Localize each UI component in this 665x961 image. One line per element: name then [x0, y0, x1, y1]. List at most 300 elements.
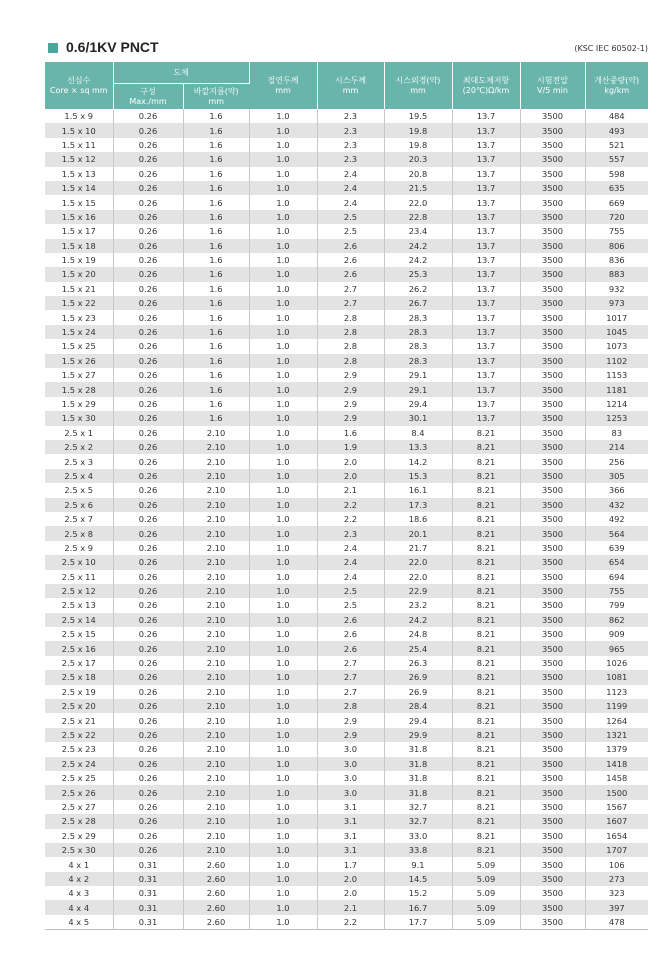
cell-weight: 932 — [608, 283, 625, 294]
cell-outer-dia: 2.60 — [183, 900, 249, 914]
cell-weight: 1214 — [606, 399, 628, 409]
cell-insulation: 1.0 — [249, 843, 317, 857]
table-row — [45, 426, 648, 440]
cell-insulation: 1.0 — [249, 915, 317, 930]
cell-resistance: 8.21 — [452, 498, 520, 512]
table-row — [45, 483, 648, 497]
cell-composition: 0.26 — [113, 584, 183, 598]
cell-insulation: 1.0 — [249, 253, 317, 267]
cell-cores: 2.5 x 16 — [45, 641, 113, 655]
cell-resistance: 8.21 — [452, 598, 520, 612]
cell-composition: 0.26 — [113, 397, 183, 411]
cell-composition: 0.26 — [113, 814, 183, 828]
cell-sheath-od: 19.5 — [384, 109, 452, 123]
cell-sheath: 2.4 — [317, 167, 384, 181]
cell-resistance: 8.21 — [452, 440, 520, 454]
cell-test-voltage: 3500 — [520, 829, 585, 843]
cell-sheath: 3.0 — [317, 785, 384, 799]
cell-outer-dia: 2.10 — [183, 498, 249, 512]
cell-sheath-od: 33.8 — [384, 843, 452, 857]
cell-composition: 0.26 — [113, 167, 183, 181]
cell-weight: 1321 — [585, 728, 648, 742]
table-row — [45, 627, 648, 641]
cell-weight: 883 — [585, 267, 648, 281]
cell-resistance: 13.7 — [452, 224, 520, 238]
cell-insulation: 1.0 — [249, 872, 317, 886]
cell-cores: 2.5 x 19 — [45, 685, 113, 699]
cell-test-voltage: 3500 — [520, 498, 585, 512]
cell-insulation: 1.0 — [249, 267, 317, 281]
cable-spec-table — [45, 62, 648, 930]
cell-test-voltage: 3500 — [520, 771, 585, 785]
cell-test-voltage: 3500 — [520, 728, 585, 742]
cell-test-voltage: 3500 — [520, 397, 585, 411]
cell-weight: 799 — [608, 600, 625, 611]
cell-insulation: 1.0 — [249, 656, 317, 670]
cell-test-voltage: 3500 — [520, 181, 585, 195]
table-row — [45, 167, 648, 181]
cell-resistance: 8.21 — [452, 469, 520, 483]
cell-outer-dia: 2.10 — [183, 641, 249, 655]
cell-cores: 2.5 x 24 — [45, 757, 113, 771]
cell-sheath-od: 29.4 — [384, 713, 452, 727]
cell-sheath: 2.1 — [317, 483, 384, 497]
cell-sheath-od: 9.1 — [384, 857, 452, 871]
table-row — [45, 584, 648, 598]
cell-resistance: 5.09 — [452, 857, 520, 871]
cell-sheath-od: 24.2 — [384, 253, 452, 267]
cell-sheath-od: 24.2 — [384, 239, 452, 253]
cell-weight: 635 — [585, 181, 648, 195]
cell-resistance: 13.7 — [452, 210, 520, 224]
table-row — [45, 742, 648, 756]
cell-resistance: 13.7 — [452, 368, 520, 382]
cell-outer-dia: 1.6 — [183, 339, 249, 353]
cell-insulation: 1.0 — [249, 181, 317, 195]
cell-test-voltage: 3500 — [520, 526, 585, 540]
cell-composition: 0.26 — [113, 239, 183, 253]
cell-outer-dia: 1.6 — [183, 411, 249, 425]
cell-insulation: 1.0 — [249, 598, 317, 612]
cell-sheath-od: 18.6 — [384, 512, 452, 526]
cell-insulation: 1.0 — [249, 742, 317, 756]
cell-sheath: 2.9 — [317, 397, 384, 411]
cell-cores: 2.5 x 29 — [45, 829, 113, 843]
cell-weight: 83 — [611, 427, 623, 438]
cell-cores: 1.5 x 29 — [45, 397, 113, 411]
cell-weight: 1181 — [585, 382, 648, 396]
cell-insulation: 1.0 — [249, 426, 317, 440]
page-title: 0.6/1KV PNCT — [66, 39, 159, 55]
table-row — [45, 339, 648, 353]
cell-cores: 2.5 x 21 — [45, 713, 113, 727]
cell-insulation: 1.0 — [249, 685, 317, 699]
cell-insulation: 1.0 — [249, 570, 317, 584]
cell-outer-dia: 1.6 — [183, 152, 249, 166]
cell-composition: 0.26 — [113, 411, 183, 425]
cell-sheath-od: 29.9 — [384, 728, 452, 742]
cell-sheath-od: 17.3 — [384, 498, 452, 512]
cell-outer-dia: 2.10 — [183, 584, 249, 598]
cell-insulation: 1.0 — [249, 627, 317, 641]
cell-weight: 1379 — [606, 744, 628, 755]
cell-cores: 1.5 x 14 — [45, 181, 113, 195]
cell-sheath: 2.0 — [317, 872, 384, 886]
table-row — [45, 915, 648, 930]
cell-composition: 0.26 — [113, 713, 183, 727]
cell-test-voltage: 3500 — [520, 339, 585, 353]
cell-sheath: 2.9 — [317, 368, 384, 382]
cell-resistance: 13.7 — [452, 109, 520, 123]
cell-sheath-od: 29.4 — [384, 397, 452, 411]
header-test-voltage: 시험전압 V/5 min — [520, 62, 585, 109]
cell-sheath-od: 15.2 — [384, 886, 452, 900]
cell-outer-dia: 1.6 — [183, 167, 249, 181]
cell-sheath: 2.6 — [317, 613, 384, 627]
cell-cores: 4 x 1 — [45, 857, 113, 871]
cell-cores: 1.5 x 12 — [45, 152, 113, 166]
cell-outer-dia: 2.10 — [183, 670, 249, 684]
cell-sheath: 2.4 — [317, 181, 384, 195]
cell-outer-dia: 2.10 — [183, 713, 249, 727]
cell-test-voltage: 3500 — [520, 584, 585, 598]
cell-cores: 1.5 x 17 — [45, 224, 113, 238]
cell-sheath-od: 16.7 — [384, 900, 452, 914]
cell-sheath: 2.8 — [317, 354, 384, 368]
cell-composition: 0.26 — [113, 800, 183, 814]
cell-sheath: 2.2 — [317, 512, 384, 526]
cell-cores: 1.5 x 15 — [45, 195, 113, 209]
cell-insulation: 1.0 — [249, 325, 317, 339]
cell-sheath-od: 23.4 — [384, 224, 452, 238]
cell-test-voltage: 3500 — [520, 598, 585, 612]
cell-resistance: 13.7 — [452, 282, 520, 296]
cell-resistance: 13.7 — [452, 325, 520, 339]
cell-sheath-od: 30.1 — [384, 411, 452, 425]
cell-outer-dia: 2.10 — [183, 440, 249, 454]
cell-cores: 2.5 x 14 — [45, 613, 113, 627]
cell-sheath: 3.1 — [317, 800, 384, 814]
cell-sheath: 3.0 — [317, 771, 384, 785]
cell-sheath-od: 22.0 — [384, 195, 452, 209]
cell-insulation: 1.0 — [249, 440, 317, 454]
cell-sheath: 2.6 — [317, 267, 384, 281]
cell-resistance: 8.21 — [452, 670, 520, 684]
cell-outer-dia: 2.10 — [183, 598, 249, 612]
cell-test-voltage: 3500 — [520, 757, 585, 771]
cell-sheath: 2.5 — [317, 224, 384, 238]
cell-test-voltage: 3500 — [520, 426, 585, 440]
cell-insulation: 1.0 — [249, 239, 317, 253]
cell-sheath-od: 24.2 — [384, 613, 452, 627]
cell-cores: 4 x 2 — [45, 872, 113, 886]
cell-sheath: 2.8 — [317, 325, 384, 339]
cell-resistance: 8.21 — [452, 699, 520, 713]
table-row — [45, 656, 648, 670]
cell-insulation: 1.0 — [249, 152, 317, 166]
table-row — [45, 368, 648, 382]
cell-sheath: 1.7 — [317, 857, 384, 871]
cell-sheath-od: 25.3 — [384, 267, 452, 281]
cell-test-voltage: 3500 — [520, 872, 585, 886]
cell-composition: 0.26 — [113, 728, 183, 742]
cell-resistance: 8.21 — [452, 570, 520, 584]
cell-weight: 432 — [585, 498, 648, 512]
cell-resistance: 8.21 — [452, 512, 520, 526]
table-row — [45, 195, 648, 209]
header-outer-dia: 바깥지름(약) mm — [183, 84, 249, 110]
cell-outer-dia: 2.10 — [183, 742, 249, 756]
cell-outer-dia: 1.6 — [183, 397, 249, 411]
cell-composition: 0.26 — [113, 670, 183, 684]
cell-sheath-od: 29.1 — [384, 368, 452, 382]
cell-composition: 0.26 — [113, 843, 183, 857]
cell-insulation: 1.0 — [249, 310, 317, 324]
cell-test-voltage: 3500 — [520, 900, 585, 914]
cell-test-voltage: 3500 — [520, 354, 585, 368]
cell-weight: 1567 — [606, 801, 628, 812]
cell-composition: 0.26 — [113, 483, 183, 497]
cell-insulation: 1.0 — [249, 728, 317, 742]
cell-resistance: 8.21 — [452, 454, 520, 468]
table-body — [45, 109, 648, 930]
cell-insulation: 1.0 — [249, 411, 317, 425]
cell-composition: 0.26 — [113, 498, 183, 512]
cell-sheath: 2.1 — [317, 900, 384, 914]
table-row — [45, 843, 648, 857]
cell-test-voltage: 3500 — [520, 699, 585, 713]
table-row — [45, 469, 648, 483]
cell-cores: 1.5 x 9 — [45, 109, 113, 123]
cell-insulation: 1.0 — [249, 339, 317, 353]
cell-cores: 2.5 x 17 — [45, 656, 113, 670]
cell-resistance: 8.21 — [452, 426, 520, 440]
cell-composition: 0.26 — [113, 152, 183, 166]
table-row — [45, 900, 648, 914]
cell-sheath: 3.1 — [317, 814, 384, 828]
cell-sheath: 1.9 — [317, 440, 384, 454]
cell-composition: 0.26 — [113, 829, 183, 843]
cell-weight: 1153 — [606, 370, 628, 381]
cell-composition: 0.26 — [113, 613, 183, 627]
cell-composition: 0.26 — [113, 541, 183, 555]
header-cores: 선심수 Core × sq mm — [45, 62, 113, 109]
table-row — [45, 785, 648, 799]
cell-outer-dia: 2.10 — [183, 771, 249, 785]
cell-weight: 1500 — [585, 785, 648, 799]
cell-composition: 0.26 — [113, 440, 183, 454]
cell-insulation: 1.0 — [249, 713, 317, 727]
cell-weight: 1123 — [606, 686, 628, 697]
cell-sheath-od: 28.3 — [384, 339, 452, 353]
cell-resistance: 13.7 — [452, 382, 520, 396]
cell-sheath: 2.2 — [317, 498, 384, 512]
cell-cores: 1.5 x 24 — [45, 325, 113, 339]
cell-test-voltage: 3500 — [520, 570, 585, 584]
cell-resistance: 8.21 — [452, 757, 520, 771]
cell-cores: 2.5 x 27 — [45, 800, 113, 814]
cell-composition: 0.26 — [113, 627, 183, 641]
cell-weight: 564 — [585, 526, 648, 540]
cell-outer-dia: 1.6 — [183, 109, 249, 123]
cell-resistance: 13.7 — [452, 181, 520, 195]
cell-test-voltage: 3500 — [520, 627, 585, 641]
cell-test-voltage: 3500 — [520, 109, 585, 123]
cell-test-voltage: 3500 — [520, 152, 585, 166]
cell-outer-dia: 1.6 — [183, 239, 249, 253]
cell-resistance: 8.21 — [452, 814, 520, 828]
cell-insulation: 1.0 — [249, 224, 317, 238]
cell-test-voltage: 3500 — [520, 915, 585, 930]
cell-sheath-od: 14.2 — [384, 454, 452, 468]
cell-outer-dia: 1.6 — [183, 310, 249, 324]
cell-weight: 1045 — [585, 325, 648, 339]
cell-weight: 598 — [608, 168, 625, 179]
table-row — [45, 440, 648, 454]
table-row — [45, 771, 648, 785]
cell-outer-dia: 1.6 — [183, 123, 249, 137]
table-row — [45, 570, 648, 584]
cell-outer-dia: 2.10 — [183, 426, 249, 440]
cell-composition: 0.26 — [113, 426, 183, 440]
cell-sheath-od: 21.7 — [384, 541, 452, 555]
cell-resistance: 13.7 — [452, 411, 520, 425]
title-bullet-icon — [48, 43, 58, 53]
cell-weight: 106 — [608, 859, 625, 870]
cell-test-voltage: 3500 — [520, 785, 585, 799]
cell-cores: 2.5 x 13 — [45, 598, 113, 612]
cell-composition: 0.26 — [113, 699, 183, 713]
cell-test-voltage: 3500 — [520, 224, 585, 238]
cell-weight: 639 — [608, 542, 625, 553]
cell-outer-dia: 1.6 — [183, 224, 249, 238]
cell-weight: 493 — [585, 123, 648, 137]
cell-outer-dia: 2.60 — [183, 915, 249, 930]
cell-outer-dia: 2.10 — [183, 685, 249, 699]
cell-weight: 323 — [608, 888, 625, 899]
cell-insulation: 1.0 — [249, 641, 317, 655]
cell-test-voltage: 3500 — [520, 123, 585, 137]
cell-sheath-od: 31.8 — [384, 742, 452, 756]
cell-sheath-od: 20.8 — [384, 167, 452, 181]
cell-test-voltage: 3500 — [520, 368, 585, 382]
cell-outer-dia: 1.6 — [183, 138, 249, 152]
cell-sheath: 3.0 — [317, 742, 384, 756]
cell-resistance: 13.7 — [452, 138, 520, 152]
table-row — [45, 267, 648, 281]
cell-resistance: 5.09 — [452, 900, 520, 914]
cell-sheath: 2.7 — [317, 670, 384, 684]
cell-cores: 2.5 x 23 — [45, 742, 113, 756]
cell-insulation: 1.0 — [249, 512, 317, 526]
cell-sheath-od: 13.3 — [384, 440, 452, 454]
cell-test-voltage: 3500 — [520, 382, 585, 396]
cell-test-voltage: 3500 — [520, 512, 585, 526]
cell-resistance: 8.21 — [452, 584, 520, 598]
table-row — [45, 699, 648, 713]
cell-composition: 0.26 — [113, 526, 183, 540]
cell-test-voltage: 3500 — [520, 641, 585, 655]
cell-insulation: 1.0 — [249, 757, 317, 771]
cell-insulation: 1.0 — [249, 397, 317, 411]
cell-weight: 806 — [585, 239, 648, 253]
cell-sheath: 2.8 — [317, 339, 384, 353]
cell-cores: 2.5 x 18 — [45, 670, 113, 684]
header-insulation: 절연두께 mm — [249, 62, 317, 109]
cell-insulation: 1.0 — [249, 613, 317, 627]
cell-composition: 0.26 — [113, 454, 183, 468]
cell-cores: 1.5 x 20 — [45, 267, 113, 281]
table-row — [45, 397, 648, 411]
header-sheath-od: 시스외경(약) mm — [384, 62, 452, 109]
cell-cores: 2.5 x 11 — [45, 570, 113, 584]
cell-test-voltage: 3500 — [520, 440, 585, 454]
cell-sheath-od: 31.8 — [384, 771, 452, 785]
table-row — [45, 239, 648, 253]
cell-sheath: 2.3 — [317, 123, 384, 137]
cell-insulation: 1.0 — [249, 123, 317, 137]
cell-sheath-od: 16.1 — [384, 483, 452, 497]
cell-weight: 1418 — [585, 757, 648, 771]
cell-sheath: 1.6 — [317, 426, 384, 440]
cell-resistance: 8.21 — [452, 728, 520, 742]
cell-cores: 1.5 x 21 — [45, 282, 113, 296]
table-row — [45, 541, 648, 555]
cell-sheath: 2.9 — [317, 382, 384, 396]
cell-insulation: 1.0 — [249, 368, 317, 382]
table-row — [45, 512, 648, 526]
cell-sheath-od: 32.7 — [384, 800, 452, 814]
cell-test-voltage: 3500 — [520, 483, 585, 497]
cell-test-voltage: 3500 — [520, 454, 585, 468]
cell-test-voltage: 3500 — [520, 713, 585, 727]
cell-sheath-od: 22.0 — [384, 570, 452, 584]
cell-sheath-od: 28.3 — [384, 310, 452, 324]
cell-composition: 0.26 — [113, 555, 183, 569]
cell-insulation: 1.0 — [249, 699, 317, 713]
cell-weight: 755 — [585, 584, 648, 598]
cell-sheath-od: 31.8 — [384, 757, 452, 771]
cell-outer-dia: 1.6 — [183, 210, 249, 224]
cell-weight: 478 — [585, 915, 648, 930]
cell-weight: 836 — [608, 255, 625, 266]
cell-sheath: 2.9 — [317, 713, 384, 727]
cell-sheath-od: 24.8 — [384, 627, 452, 641]
cell-weight: 1102 — [585, 354, 648, 368]
cell-resistance: 5.09 — [452, 872, 520, 886]
cell-outer-dia: 2.10 — [183, 656, 249, 670]
cell-resistance: 8.21 — [452, 483, 520, 497]
cell-insulation: 1.0 — [249, 670, 317, 684]
cell-test-voltage: 3500 — [520, 886, 585, 900]
cell-insulation: 1.0 — [249, 541, 317, 555]
cell-sheath: 3.1 — [317, 829, 384, 843]
cell-cores: 2.5 x 28 — [45, 814, 113, 828]
cell-resistance: 8.21 — [452, 641, 520, 655]
table-row — [45, 454, 648, 468]
cell-insulation: 1.0 — [249, 555, 317, 569]
cell-sheath: 2.0 — [317, 886, 384, 900]
cell-composition: 0.26 — [113, 210, 183, 224]
table-row — [45, 526, 648, 540]
table-row — [45, 382, 648, 396]
cell-weight: 1017 — [606, 312, 628, 323]
table-row — [45, 354, 648, 368]
table-row — [45, 857, 648, 871]
cell-composition: 0.26 — [113, 224, 183, 238]
cell-cores: 1.5 x 10 — [45, 123, 113, 137]
cell-insulation: 1.0 — [249, 282, 317, 296]
